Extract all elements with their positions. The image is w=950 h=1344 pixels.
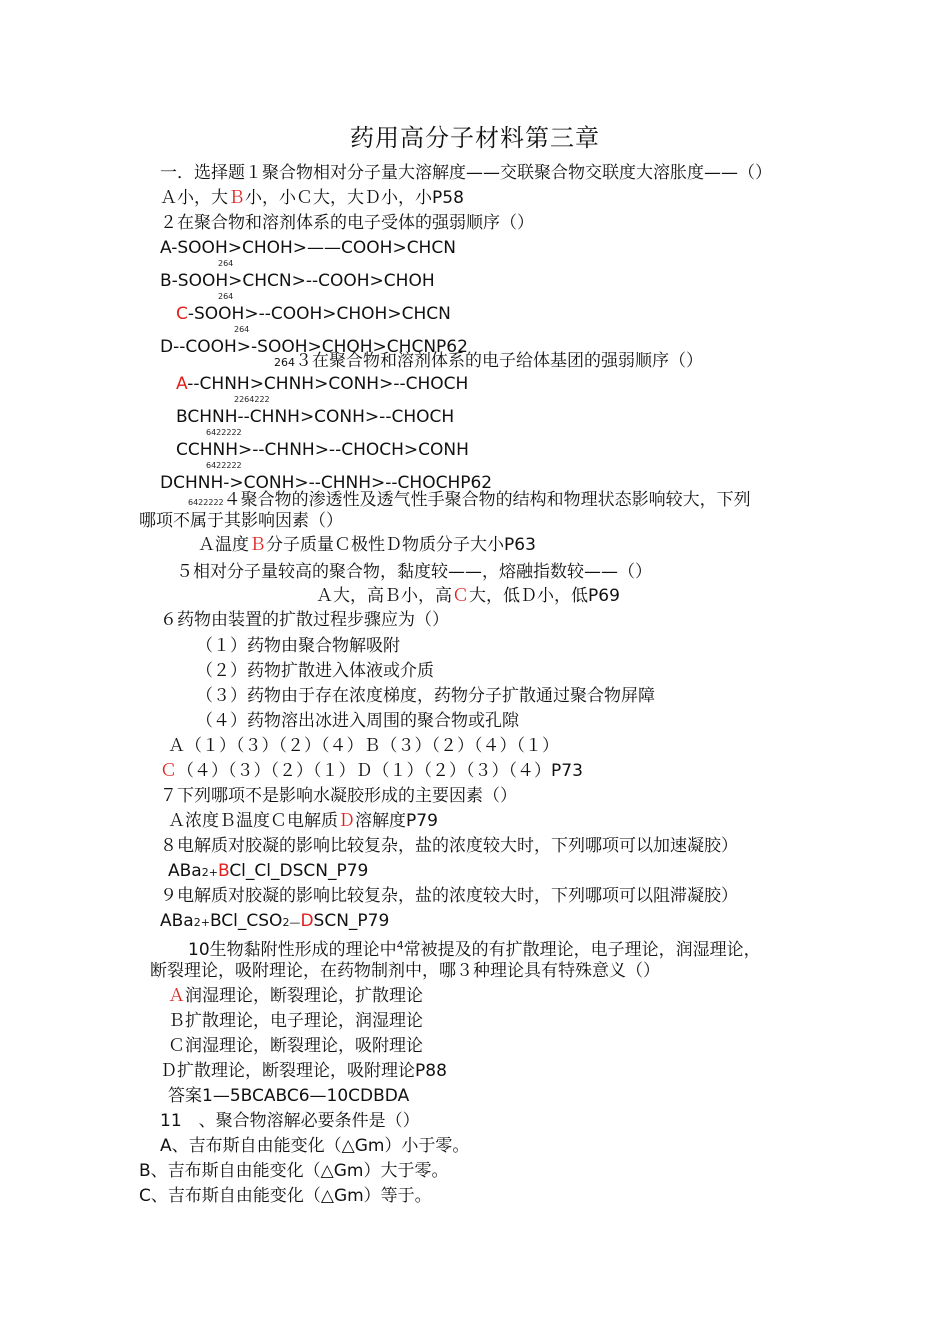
question-text: 常被提及的有扩散理论，电子理论，润湿理论， [403, 940, 761, 960]
question-8-options [168, 861, 368, 883]
option-text: SCN_P79 [313, 911, 390, 931]
option-text: 润湿理论，断裂理论，扩散理论 [185, 986, 423, 1006]
question-3-option-c: CCHNH>--CHNH>--CHOCH>CONH [176, 440, 469, 460]
question-2-option-b: B-SOOH>CHCN>--COOH>CHOH [160, 271, 435, 291]
question-text: 10生物黏附性形成的理论中 [188, 940, 397, 960]
question-9-options [160, 911, 389, 933]
option-text: ABa [168, 861, 202, 881]
question-11-option-a: A、吉布斯自由能变化（△Gm）小于零。 [160, 1136, 470, 1156]
document-title: 药用高分子材料第三章 [350, 124, 600, 152]
question-3-option-b: BCHNH--CHNH>CONH>--CHOCH [176, 407, 455, 427]
answer-mark: A [176, 374, 188, 394]
question-2-line: ２在聚合物和溶剂体系的电子受体的强弱顺序（） [160, 213, 534, 233]
question-10-option-d: Ｄ扩散理论，断裂理论，吸附理论P88 [160, 1061, 447, 1081]
subscript-digits: 6422222 [206, 461, 242, 470]
subscript-digits: 264 [274, 356, 295, 369]
answer-mark: Ａ [168, 986, 185, 1006]
question-text: ４聚合物的渗透性及透气性手聚合物的结构和物理状态影响较大，下列 [223, 490, 751, 510]
answer-mark: Ｄ [338, 811, 355, 831]
question-11-option-c: C、吉布斯自由能变化（△Gm）等于。 [139, 1186, 432, 1206]
question-6-options-cd [160, 761, 583, 781]
question-10-option-c: Ｃ润湿理论，断裂理论，吸附理论 [168, 1036, 423, 1056]
option-text: 大，低Ｄ小，低P69 [469, 586, 620, 606]
superscript: 2+ [201, 866, 218, 879]
answer-mark: D [300, 911, 314, 931]
subscript-digits: 264 [218, 259, 234, 268]
question-3-option-a [176, 374, 468, 394]
subscript-digits: 264 [218, 292, 234, 301]
option-text: Ａ大，高Ｂ小，高 [316, 586, 452, 606]
question-6-step-1: （１）药物由聚合物解吸附 [196, 636, 400, 656]
option-text: 小，小Ｃ大，大Ｄ小，小P58 [245, 188, 464, 208]
subscript-digits: 6422222 [188, 498, 224, 507]
question-2-option-a: A-SOOH>CHOH>——COOH>CHCN [160, 238, 456, 258]
question-text: ３在聚合物和溶剂体系的电子给体基团的强弱顺序（） [295, 351, 703, 371]
question-6-options-ab: Ａ（１）（３）（２）（４）Ｂ（３）（２）（４）（１） [168, 736, 559, 756]
option-text: Cl_Cl_DSCN_P79 [229, 861, 369, 881]
question-9-line: ９电解质对胶凝的影响比较复杂，盐的浓度较大时，下列哪项可以阻滞凝胶） [160, 886, 738, 906]
question-8-line: ８电解质对胶凝的影响比较复杂，盐的浓度较大时，下列哪项可以加速凝胶） [160, 836, 738, 856]
option-text: 分子质量Ｃ极性Ｄ物质分子大小P63 [266, 535, 536, 555]
subscript-digits: 264 [234, 325, 250, 334]
answer-mark: Ｂ [249, 535, 266, 555]
subscript-digits: 6422222 [206, 428, 242, 437]
answer-mark: Ｃ [452, 586, 469, 606]
superscript: 2+ [193, 916, 210, 929]
question-6-line: ６药物由装置的扩散过程步骤应为（） [160, 610, 449, 630]
question-7-options [168, 811, 438, 831]
question-11-option-b: B、吉布斯自由能变化（△Gm）大于零。 [139, 1161, 449, 1181]
question-1-line: 一．选择题１聚合物相对分子量大溶解度——交联聚合物交联度大溶胀度——（） [160, 163, 772, 183]
question-3-option-d: DCHNH->CONH>--CHNH>--CHOCHP62 [160, 473, 493, 493]
question-4-line-2: 哪项不属于其影响因素（） [139, 511, 343, 531]
question-4-line [188, 490, 751, 510]
question-10-option-b: Ｂ扩散理论，电子理论，润湿理论 [168, 1011, 423, 1031]
question-5-options [316, 586, 620, 606]
option-text: （４）（３）（２）（１）Ｄ（１）（２）（３）（４）P73 [177, 761, 583, 781]
option-text: ABa [160, 911, 194, 931]
superscript: 4 [396, 939, 404, 952]
question-6-step-4: （４）药物溶出冰进入周围的聚合物或孔隙 [196, 711, 519, 731]
answer-mark: B [217, 861, 230, 881]
option-text: BCl_CSO [209, 911, 283, 931]
option-text: --CHNH>CHNH>CONH>--CHOCH [187, 374, 469, 394]
question-2-option-c [176, 304, 451, 324]
option-text: Ａ浓度Ｂ温度Ｃ电解质 [168, 811, 338, 831]
question-3-line [274, 351, 703, 373]
question-11-line: 11 、聚合物溶解必要条件是（） [160, 1111, 420, 1131]
answer-mark: Ｃ [160, 761, 177, 781]
question-2-option-d: D--COOH>-SOOH>CHOH>CHCNP62 [160, 337, 468, 357]
option-text: 溶解度P79 [355, 811, 438, 831]
answer-mark: Ｂ [228, 188, 245, 208]
question-10-option-a [168, 986, 423, 1006]
option-text: -SOOH>--COOH>CHOH>CHCN [187, 304, 451, 324]
question-7-line: ７下列哪项不是影响水凝胶形成的主要因素（） [160, 786, 517, 806]
question-1-options [160, 188, 464, 208]
question-5-line: ５相对分子量较高的聚合物，黏度较——，熔融指数较——（） [176, 562, 652, 582]
question-4-options [198, 535, 536, 555]
subscript-digits: 2264222 [234, 395, 270, 404]
answer-mark: C [176, 304, 188, 324]
superscript: 2— [282, 916, 301, 929]
answer-key: 答案1—5BCABC6—10CDBDA [168, 1086, 410, 1106]
question-10-line-2: 断裂理论，吸附理论，在药物制剂中，哪３种理论具有特殊意义（） [150, 961, 660, 981]
question-10-line [188, 936, 761, 960]
question-6-step-3: （３）药物由于存在浓度梯度，药物分子扩散通过聚合物屏障 [196, 686, 655, 706]
question-6-step-2: （２）药物扩散进入体液或介质 [196, 661, 434, 681]
option-text: Ａ温度 [198, 535, 249, 555]
option-text: Ａ小，大 [160, 188, 228, 208]
